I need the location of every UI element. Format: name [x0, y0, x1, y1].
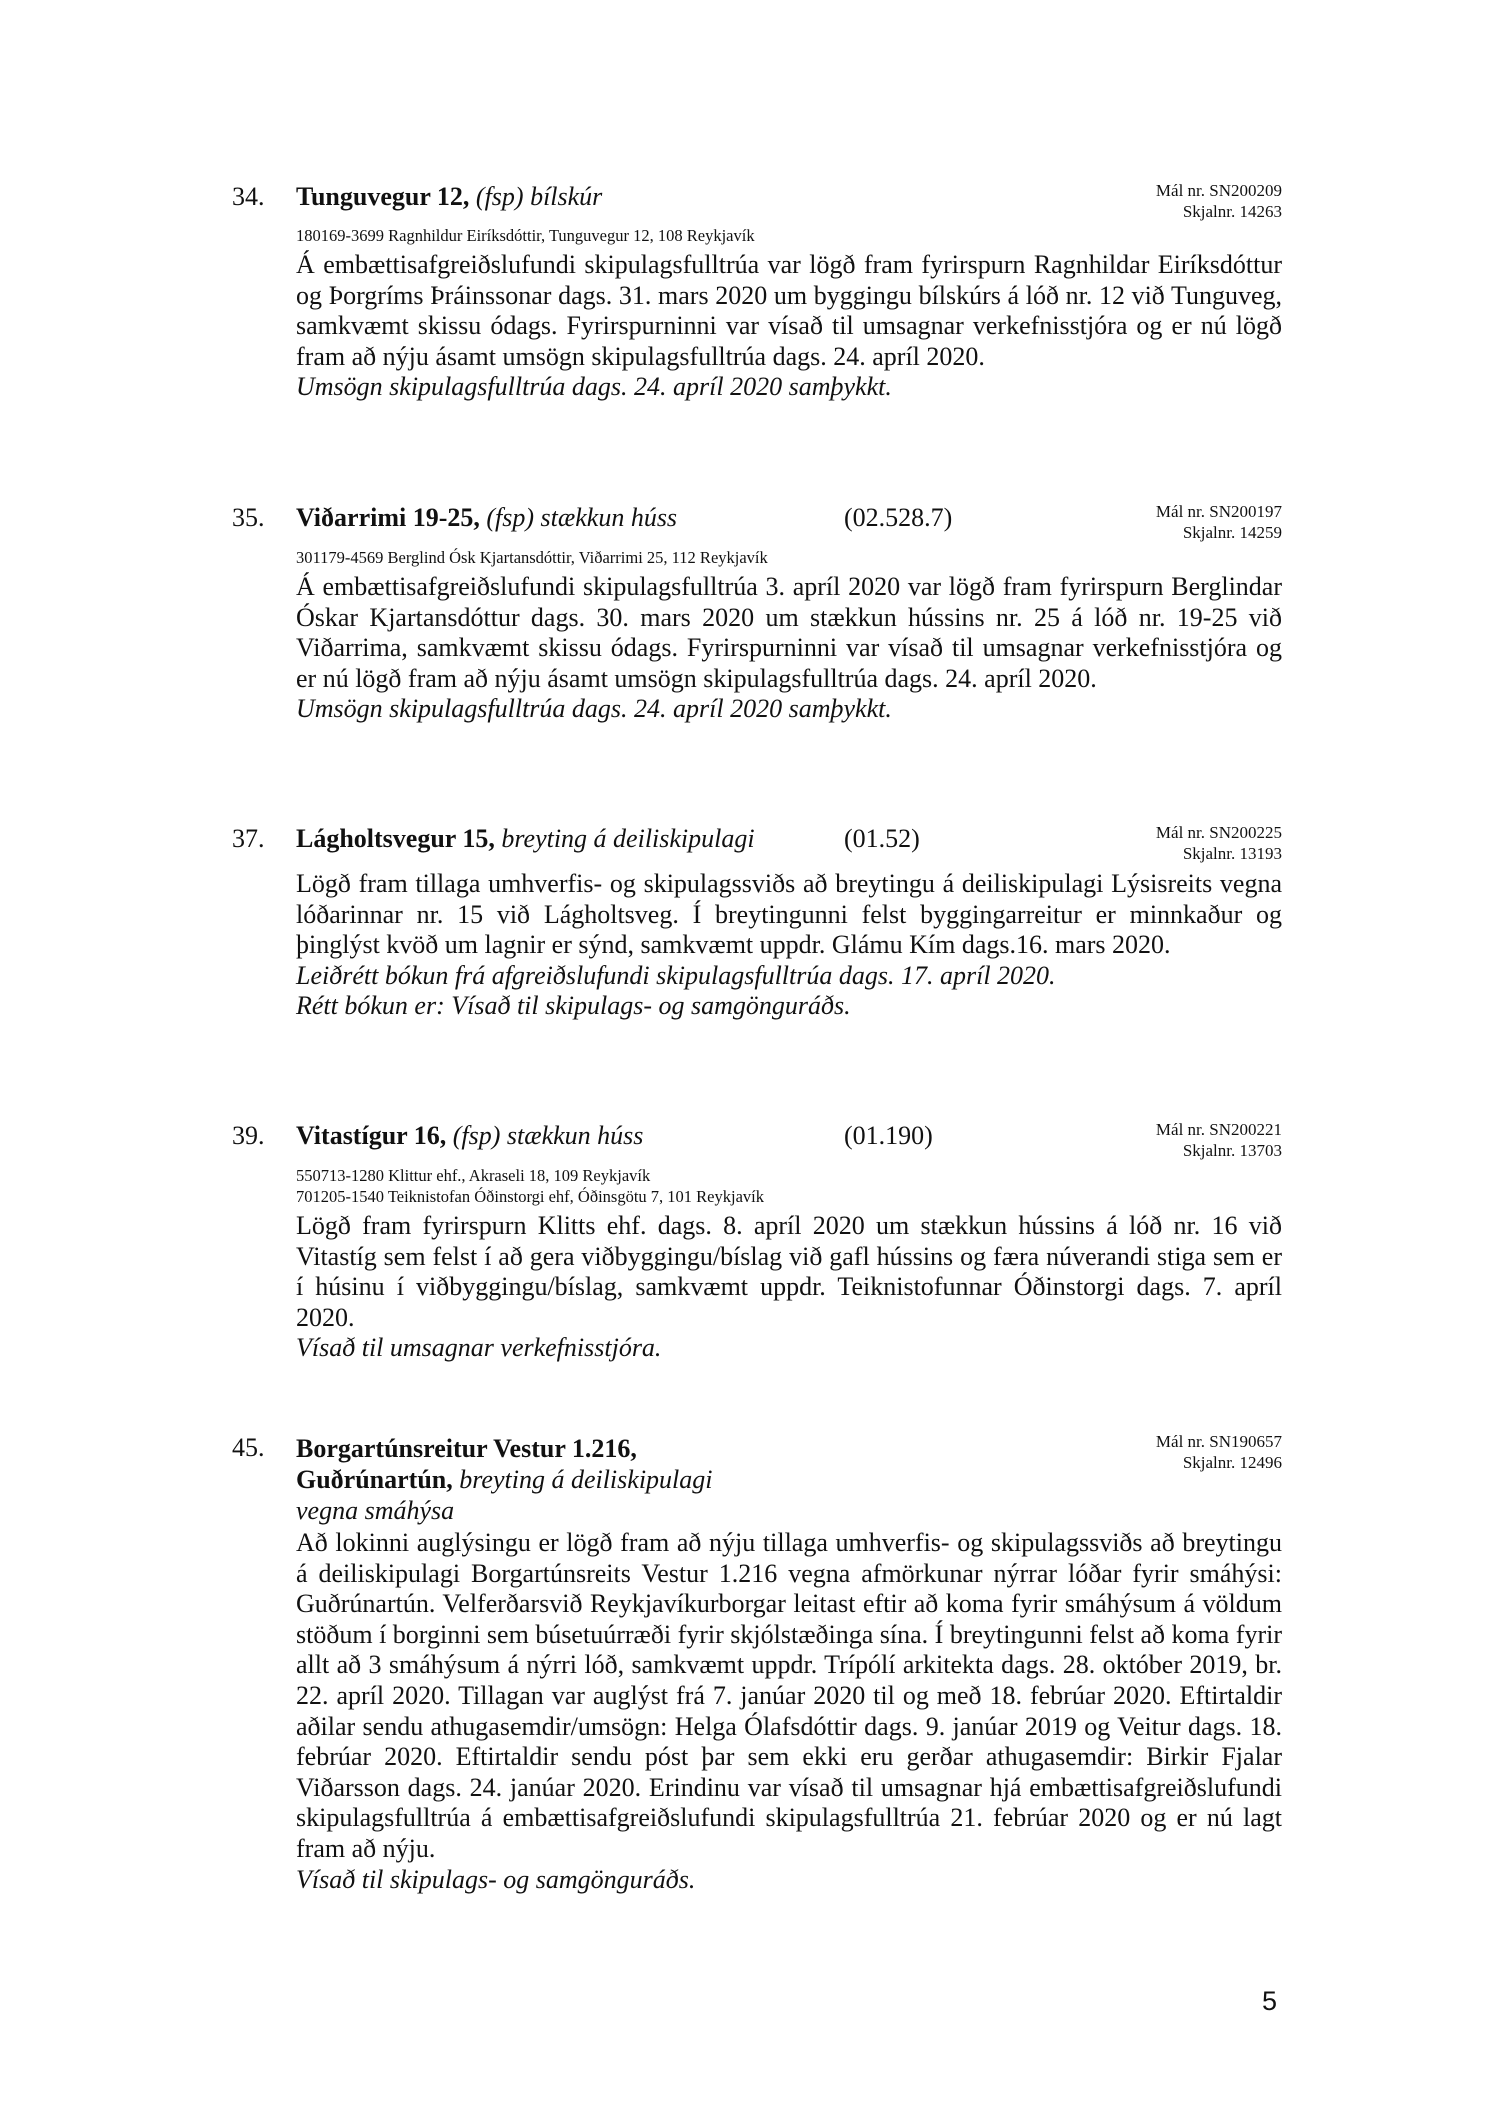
case-conclusion: Vísað til umsagnar verkefnisstjóra.	[296, 1333, 662, 1363]
case-meta	[1156, 1431, 1282, 1473]
case-subtitle: (fsp) bílskúr	[475, 182, 603, 211]
case-conclusion: Leiðrétt bókun frá afgreiðslufundi skipulagsfulltrúa dags. 17. apríl 2020.	[296, 960, 1056, 990]
case-number: 37.	[232, 824, 265, 853]
case-code: (01.190)	[844, 1121, 933, 1150]
skjalnr: Skjalnr. 14259	[1182, 523, 1282, 542]
case-meta	[1156, 501, 1282, 543]
case-subtitle: breyting á deiliskipulagi	[501, 824, 755, 853]
case-body	[296, 250, 1282, 403]
case-number: 45.	[232, 1433, 265, 1462]
case-heading	[296, 182, 602, 212]
case-subtitle: (fsp) stækkun húss	[486, 503, 678, 532]
case-title-2: Guðrúnartún,	[296, 1465, 453, 1494]
case-title: Borgartúnsreitur Vestur 1.216,	[296, 1434, 637, 1463]
mal-nr: Mál nr. SN200221	[1155, 1120, 1282, 1139]
mal-nr: Mál nr. SN200197	[1155, 502, 1282, 521]
case-number: 39.	[232, 1121, 265, 1150]
case-meta	[1156, 1119, 1282, 1161]
skjalnr: Skjalnr. 12496	[1182, 1453, 1282, 1472]
case-number: 34.	[232, 182, 265, 211]
case-title: Lágholtsvegur 15,	[296, 824, 495, 853]
party-line: 550713-1280 Klittur ehf., Akraseli 18, 109 Reykjavík	[296, 1166, 651, 1185]
case-number: 35.	[232, 503, 265, 532]
case-text: Að lokinni auglýsingu er lögð fram að nýju tillaga umhverfis- og skipulagssviðs að breytingu á deiliskipulagi Borgartúnsreits Vestur 1.216 vegna afmörkunar nýrrar lóðar fyrir smáhýsi: Guðrúnartún. Velferðarsvið Reykjavíkurborgar leitast eftir að koma fyrir smáhýsum á völdum stöðum í borginni sem búsetuúrræði fyrir skjólstæðinga sína. Í breytingunni felst að koma fyrir allt að 3 smáhýsum á nýrri lóð, samkvæmt uppdr. Trípólí arkitekta dags. 28. október 2019, br. 22. apríl 2020. Tillagan var auglýst frá 7. janúar 2020 til og með 18. febrúar 2020. Eftirtaldir aðilar sendu athugasemdir/umsögn: Helga Ólafsdóttir dags. 9. janúar 2019 og Veitur dags. 18. febrúar 2020. Eftirtaldir sendu póst þar sem ekki eru gerðar athugasemdir: Birkir Fjalar Viðarsson dags. 24. janúar 2020. Erindinu var vísað til umsagnar hjá embættisafgreiðslufundi skipulagsfulltrúa á embættisafgreiðslufundi skipulagsfulltrúa 21. febrúar 2020 og er nú lagt fram að nýju.	[296, 1528, 1282, 1863]
party-line: 301179-4569 Berglind Ósk Kjartansdóttir, Viðarrimi 25, 112 Reykjavík	[296, 548, 768, 567]
case-heading	[296, 503, 677, 533]
case-conclusion-2: Rétt bókun er: Vísað til skipulags- og samgönguráðs.	[296, 991, 851, 1021]
case-meta	[1156, 822, 1282, 864]
case-text: Lögð fram fyrirspurn Klitts ehf. dags. 8. apríl 2020 um stækkun hússins á lóð nr. 16 við Vitastíg sem felst í að gera viðbyggingu/bíslag við gafl hússins og færa núverandi stiga sem er í húsinu í viðbyggingu/bíslag, samkvæmt uppdr. Teiknistofunnar Óðinstorgi dags. 7. apríl 2020.	[296, 1211, 1282, 1332]
party-line: 180169-3699 Ragnhildur Eiríksdóttir, Tunguvegur 12, 108 Reykjavík	[296, 226, 755, 245]
case-subtitle: breyting á deiliskipulagi	[459, 1465, 713, 1494]
page-number: 5	[1262, 1986, 1278, 2016]
case-meta	[1156, 180, 1282, 222]
case-body	[296, 1211, 1282, 1364]
case-body	[296, 572, 1282, 725]
case-text: Á embættisafgreiðslufundi skipulagsfulltrúa var lögð fram fyrirspurn Ragnhildar Eiríksdóttur og Þorgríms Þráinssonar dags. 31. mars 2020 um byggingu bílskúrs á lóð nr. 12 við Tunguveg, samkvæmt skissu ódags. Fyrirspurninni var vísað til umsagnar verkefnisstjóra og er nú lögð fram að nýju ásamt umsögn skipulagsfulltrúa dags. 24. apríl 2020.	[296, 250, 1282, 371]
case-conclusion: Vísað til skipulags- og samgönguráðs.	[296, 1864, 696, 1894]
skjalnr: Skjalnr. 14263	[1182, 202, 1282, 221]
case-title: Tunguvegur 12,	[296, 182, 470, 211]
skjalnr: Skjalnr. 13703	[1182, 1141, 1282, 1160]
case-subtitle-2: vegna smáhýsa	[296, 1496, 455, 1525]
case-text: Lögð fram tillaga umhverfis- og skipulagssviðs að breytingu á deiliskipulagi Lýsisreits vegna lóðarinnar nr. 15 við Lágholtsveg. Í breytingunni felst byggingarreitur er minnkaður og þinglýst kvöð um lagnir er sýnd, samkvæmt uppdr. Glámu Kím dags.16. mars 2020.	[296, 869, 1282, 960]
case-heading	[296, 1433, 713, 1526]
case-title: Vitastígur 16,	[296, 1121, 447, 1150]
case-code: (01.52)	[844, 824, 920, 853]
party-line: 701205-1540 Teiknistofan Óðinstorgi ehf, Óðinsgötu 7, 101 Reykjavík	[296, 1187, 764, 1206]
mal-nr: Mál nr. SN190657	[1155, 1432, 1282, 1451]
mal-nr: Mál nr. SN200225	[1155, 823, 1282, 842]
case-title: Viðarrimi 19-25,	[296, 503, 480, 532]
case-heading	[296, 1121, 643, 1151]
case-subtitle: (fsp) stækkun húss	[452, 1121, 644, 1150]
case-code: (02.528.7)	[844, 503, 953, 532]
case-body	[296, 1528, 1282, 1895]
skjalnr: Skjalnr. 13193	[1182, 844, 1282, 863]
case-conclusion: Umsögn skipulagsfulltrúa dags. 24. apríl 2020 samþykkt.	[296, 372, 892, 402]
mal-nr: Mál nr. SN200209	[1155, 181, 1282, 200]
case-conclusion: Umsögn skipulagsfulltrúa dags. 24. apríl 2020 samþykkt.	[296, 694, 892, 724]
case-heading	[296, 824, 755, 854]
case-body	[296, 869, 1282, 1022]
case-text: Á embættisafgreiðslufundi skipulagsfulltrúa 3. apríl 2020 var lögð fram fyrirspurn Berglindar Óskar Kjartansdóttur dags. 30. mars 2020 um stækkun hússins nr. 25 á lóð nr. 19-25 við Viðarrima, samkvæmt skissu ódags. Fyrirspurninni var vísað til umsagnar verkefnisstjóra og er nú lögð fram að nýju ásamt umsögn skipulagsfulltrúa dags. 24. apríl 2020.	[296, 572, 1282, 693]
